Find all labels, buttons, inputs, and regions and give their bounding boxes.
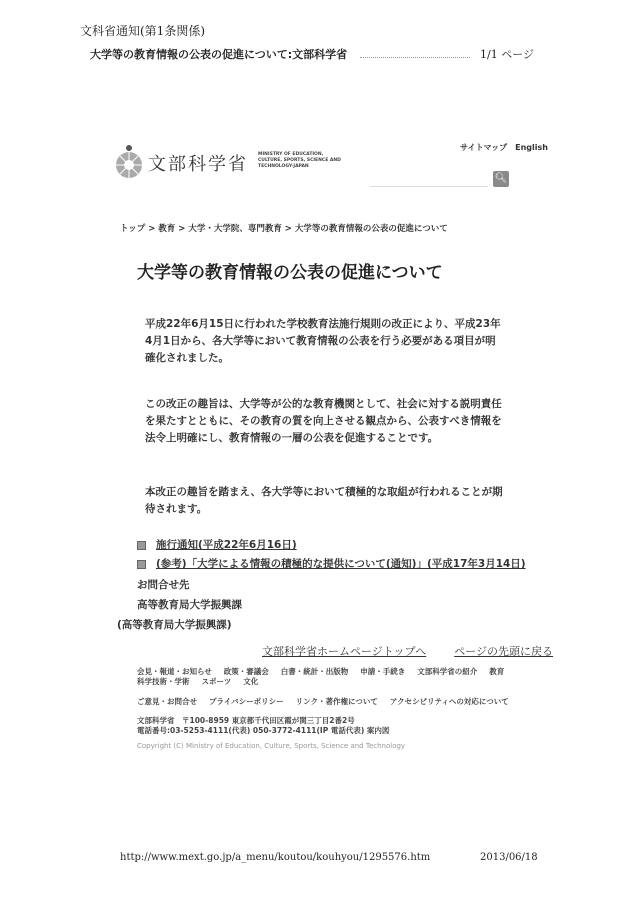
page-top-link[interactable]: ページの先頭に戻る — [454, 645, 554, 658]
dotted-leader — [360, 57, 470, 58]
footer-nav — [137, 667, 516, 687]
search-icon: 🔍︎ — [494, 173, 508, 184]
search-input[interactable] — [370, 172, 488, 187]
link-notice[interactable]: 施行通知(平成22年6月16日) — [137, 538, 297, 552]
bullet-icon — [137, 541, 146, 550]
print-header-title: 大学等の教育情報の公表の促進について:文部科学省 — [90, 48, 348, 61]
copyright: Copyright (C) Ministry of Education, Culture, Sports, Science and Technology — [137, 742, 406, 750]
page-title: 大学等の教育情報の公表の促進について — [137, 263, 443, 283]
sitemap-link[interactable]: サイトマップ — [460, 143, 508, 152]
paragraph: 本改正の趣旨を踏まえ、各大学等において積極的な取組が行われることが期待されます。 — [145, 486, 503, 515]
footer-nav-item[interactable]: 白書・統計・出版物 — [280, 667, 349, 676]
footer-nav-item[interactable]: スポーツ — [201, 677, 232, 686]
footer-nav-item[interactable]: 政策・審議会 — [223, 667, 269, 676]
logo-text: 文部科学省 — [148, 154, 248, 175]
search-button[interactable] — [493, 171, 509, 187]
contact-label: お問合せ先 — [137, 579, 190, 591]
paragraph: 平成22年6月15日に行われた学校教育法施行規則の改正により、平成23年4月1日から、各大学等において教育情報の公表を行う必要がある項目が明確化されました。 — [145, 318, 501, 364]
footer-nav-item[interactable]: 文部科学省の紹介 — [417, 667, 478, 676]
footer-nav-item[interactable]: リンク・著作権について — [295, 697, 378, 706]
link-reference[interactable]: (参考)「大学による情報の積極的な提供について(通知)」(平成17年3月14日) — [137, 557, 526, 571]
footer-nav-item[interactable]: 会見・報道・お知らせ — [137, 667, 212, 676]
phone-line: 電話番号:03-5253-4111(代表) 050-3772-4111(IP 電話代表) 案内図 — [137, 726, 390, 735]
footer-nav-item[interactable]: ご意見・お問合せ — [137, 697, 197, 706]
home-link[interactable]: 文部科学省ホームページトップへ — [262, 645, 427, 658]
print-date: 2013/06/18 — [480, 852, 538, 863]
footer-nav-item[interactable]: プライバシーポリシー — [209, 697, 284, 706]
footer-nav-item[interactable]: 教育 — [489, 667, 505, 676]
mext-logo-icon — [115, 143, 145, 179]
footer-nav-secondary — [137, 697, 521, 707]
print-url: http://www.mext.go.jp/a_menu/koutou/kouhyou/1295576.htm — [120, 852, 431, 863]
footer-nav-item[interactable]: 申請・手続き — [360, 667, 406, 676]
address-line: 文部科学省 〒100-8959 東京都千代田区霞が関三丁目2番2号 — [137, 716, 355, 725]
footer-nav-item[interactable]: アクセシビリティへの対応について — [389, 697, 509, 706]
english-link[interactable]: English — [515, 143, 548, 152]
paragraph: この改正の趣旨は、大学等が公的な教育機関として、社会に対する説明責任を果たすとともに、その教育の質を向上させる観点から、公表すべき情報を法令上明確にし、教育情報の一層の公表を促進することです。 — [145, 398, 502, 444]
logo-english: MINISTRY OF EDUCATION, CULTURE, SPORTS, SCIENCE AND TECHNOLOGY-JAPAN — [258, 152, 341, 169]
footer-nav-item[interactable]: 科学技術・学術 — [137, 677, 190, 686]
footer-links — [262, 643, 553, 659]
contact-dept: 高等教育局大学振興課 — [137, 599, 242, 611]
bullet-icon — [137, 560, 146, 569]
document-label: 文科省通知(第1条関係) — [80, 24, 205, 38]
print-page-count: 1/1 ページ — [480, 48, 534, 61]
footer-nav-item[interactable]: 文化 — [243, 677, 259, 686]
contact-footer: (高等教育局大学振興課) — [117, 619, 232, 631]
address — [137, 716, 389, 736]
utility-links — [452, 142, 548, 153]
breadcrumb[interactable]: トップ > 教育 > 大学・大学院、専門教育 > 大学等の教育情報の公表の促進について — [120, 224, 448, 234]
